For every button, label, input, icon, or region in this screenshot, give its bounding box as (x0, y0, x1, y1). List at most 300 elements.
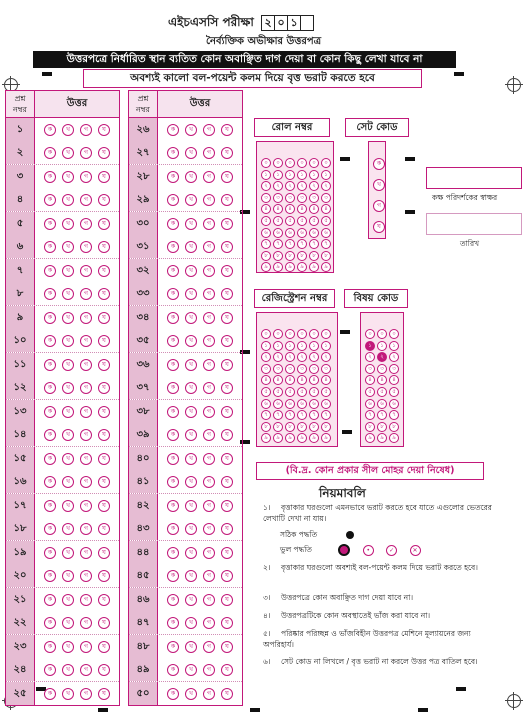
digit-bubble[interactable]: ৭ (261, 410, 271, 420)
answer-bubble[interactable]: ক (167, 218, 179, 230)
answer-bubble[interactable]: গ (203, 147, 215, 159)
answer-bubble[interactable]: গ (80, 523, 92, 535)
answer-bubble[interactable]: ক (167, 312, 179, 324)
answer-bubble[interactable]: ক (44, 147, 56, 159)
digit-bubble[interactable]: ৩ (285, 364, 295, 374)
answer-bubble[interactable]: ক (44, 664, 56, 676)
answer-bubble[interactable]: ঘ (221, 218, 233, 230)
digit-bubble[interactable]: ৪ (273, 204, 283, 214)
answer-bubble[interactable]: ঘ (221, 664, 233, 676)
answer-bubble[interactable]: ক (44, 312, 56, 324)
answer-bubble[interactable]: গ (203, 664, 215, 676)
answer-bubble[interactable]: গ (203, 617, 215, 629)
digit-bubble[interactable]: ৯ (285, 433, 295, 443)
digit-bubble[interactable]: ২ (285, 181, 295, 191)
digit-bubble[interactable]: ৯ (309, 262, 319, 272)
digit-bubble[interactable]: ৭ (273, 410, 283, 420)
answer-bubble[interactable]: খ (185, 265, 197, 277)
digit-bubble[interactable]: ৯ (273, 433, 283, 443)
answer-bubble[interactable]: খ (62, 147, 74, 159)
answer-bubble[interactable]: খ (185, 664, 197, 676)
digit-bubble[interactable]: ০ (285, 329, 295, 339)
answer-bubble[interactable]: ঘ (221, 288, 233, 300)
answer-bubble[interactable]: খ (62, 124, 74, 136)
digit-bubble[interactable]: ৯ (377, 433, 387, 443)
digit-bubble[interactable]: ৫ (297, 216, 307, 226)
answer-bubble[interactable]: ঘ (98, 453, 110, 465)
answer-bubble[interactable]: খ (62, 453, 74, 465)
digit-bubble[interactable]: ৫ (309, 387, 319, 397)
answer-bubble[interactable]: গ (80, 453, 92, 465)
answer-bubble[interactable]: ঘ (221, 335, 233, 347)
digit-bubble[interactable]: ৪ (321, 204, 331, 214)
digit-bubble[interactable]: ৭ (309, 239, 319, 249)
answer-bubble[interactable]: ঘ (98, 171, 110, 183)
answer-bubble[interactable]: ঘ (221, 406, 233, 418)
digit-bubble[interactable]: ৩ (377, 364, 387, 374)
answer-bubble[interactable]: ঘ (98, 124, 110, 136)
answer-bubble[interactable]: গ (203, 547, 215, 559)
answer-bubble[interactable]: ঘ (98, 147, 110, 159)
answer-bubble[interactable]: ক (167, 359, 179, 371)
digit-bubble[interactable]: ৬ (389, 399, 399, 409)
digit-bubble[interactable]: ৭ (309, 410, 319, 420)
answer-bubble[interactable]: খ (185, 453, 197, 465)
digit-bubble[interactable]: ৯ (321, 433, 331, 443)
digit-bubble[interactable]: ৬ (297, 228, 307, 238)
digit-bubble[interactable]: ০ (297, 329, 307, 339)
answer-bubble[interactable]: খ (62, 500, 74, 512)
digit-bubble[interactable]: ৪ (321, 375, 331, 385)
digit-bubble[interactable]: ৭ (389, 410, 399, 420)
digit-bubble[interactable]: ৩ (321, 364, 331, 374)
answer-bubble[interactable]: গ (80, 594, 92, 606)
digit-bubble[interactable]: ৫ (261, 387, 271, 397)
digit-bubble[interactable]: ৩ (309, 193, 319, 203)
answer-bubble[interactable]: গ (80, 688, 92, 700)
digit-bubble[interactable]: ৪ (309, 375, 319, 385)
answer-bubble[interactable]: ঘ (98, 570, 110, 582)
answer-bubble[interactable]: গ (80, 194, 92, 206)
answer-bubble[interactable]: খ (62, 476, 74, 488)
answer-bubble[interactable]: ক (167, 382, 179, 394)
digit-bubble[interactable]: ১ (273, 341, 283, 351)
answer-bubble[interactable]: ঘ (221, 171, 233, 183)
answer-bubble[interactable]: ক (44, 641, 56, 653)
answer-bubble[interactable]: গ (203, 476, 215, 488)
answer-bubble[interactable]: খ (62, 429, 74, 441)
digit-bubble[interactable]: ১ (309, 341, 319, 351)
answer-bubble[interactable]: খ (185, 359, 197, 371)
answer-bubble[interactable]: খ (185, 547, 197, 559)
digit-bubble[interactable]: ৭ (285, 239, 295, 249)
digit-bubble[interactable]: ০ (261, 329, 271, 339)
digit-bubble[interactable]: ০ (273, 158, 283, 168)
answer-bubble[interactable]: ঘ (98, 335, 110, 347)
digit-bubble[interactable]: ৫ (285, 216, 295, 226)
answer-bubble[interactable]: গ (80, 641, 92, 653)
digit-bubble[interactable]: ৭ (297, 239, 307, 249)
digit-bubble[interactable]: ৩ (273, 193, 283, 203)
digit-bubble[interactable]: ৯ (365, 433, 375, 443)
digit-bubble[interactable]: ৬ (273, 228, 283, 238)
digit-bubble[interactable]: ৪ (285, 375, 295, 385)
digit-bubble[interactable]: ০ (297, 158, 307, 168)
answer-bubble[interactable]: খ (185, 641, 197, 653)
answer-bubble[interactable]: গ (80, 265, 92, 277)
answer-bubble[interactable]: ক (44, 453, 56, 465)
digit-bubble[interactable]: ৬ (285, 228, 295, 238)
digit-bubble[interactable]: ৮ (309, 422, 319, 432)
answer-bubble[interactable]: গ (203, 288, 215, 300)
digit-bubble[interactable]: ০ (285, 158, 295, 168)
digit-bubble[interactable]: ৪ (285, 204, 295, 214)
digit-bubble[interactable]: ৮ (297, 251, 307, 261)
answer-bubble[interactable]: ক (167, 547, 179, 559)
digit-bubble[interactable]: ১ (321, 170, 331, 180)
digit-bubble[interactable]: ০ (261, 158, 271, 168)
digit-bubble[interactable]: ৬ (273, 399, 283, 409)
digit-bubble[interactable]: ৪ (261, 375, 271, 385)
answer-bubble[interactable]: ক (44, 594, 56, 606)
answer-bubble[interactable]: ক (44, 335, 56, 347)
answer-bubble[interactable]: ঘ (221, 688, 233, 700)
digit-bubble[interactable]: ২ (389, 352, 399, 362)
digit-bubble[interactable]: ২ (297, 181, 307, 191)
answer-bubble[interactable]: খ (62, 523, 74, 535)
answer-bubble[interactable]: গ (203, 312, 215, 324)
answer-bubble[interactable]: ক (167, 406, 179, 418)
answer-bubble[interactable]: খ (62, 664, 74, 676)
answer-bubble[interactable]: খ (185, 124, 197, 136)
answer-bubble[interactable]: ঘ (98, 429, 110, 441)
date-box[interactable] (426, 213, 522, 235)
answer-bubble[interactable]: ক (44, 171, 56, 183)
digit-bubble[interactable]: ৯ (285, 262, 295, 272)
digit-bubble[interactable]: ৯ (297, 433, 307, 443)
answer-bubble[interactable]: গ (80, 124, 92, 136)
answer-bubble[interactable]: খ (185, 406, 197, 418)
digit-bubble[interactable]: ২ (309, 352, 319, 362)
answer-bubble[interactable]: খ (185, 194, 197, 206)
answer-bubble[interactable]: গ (80, 664, 92, 676)
digit-bubble[interactable]: ৫ (321, 216, 331, 226)
digit-bubble[interactable]: ৭ (321, 239, 331, 249)
answer-bubble[interactable]: খ (62, 335, 74, 347)
answer-bubble[interactable]: খ (62, 382, 74, 394)
digit-bubble[interactable]: ১ (261, 341, 271, 351)
answer-bubble[interactable]: ঘ (98, 359, 110, 371)
digit-bubble[interactable]: ০ (321, 158, 331, 168)
answer-bubble[interactable]: ঘ (221, 147, 233, 159)
digit-bubble[interactable]: ৯ (273, 262, 283, 272)
answer-bubble[interactable]: ঘ (98, 241, 110, 253)
digit-bubble[interactable]: ২ (261, 181, 271, 191)
answer-bubble[interactable]: গ (80, 218, 92, 230)
digit-bubble[interactable]: ০ (309, 158, 319, 168)
digit-bubble[interactable]: ২ (261, 352, 271, 362)
digit-bubble[interactable]: ০ (321, 329, 331, 339)
answer-bubble[interactable]: খ (185, 312, 197, 324)
answer-bubble[interactable]: গ (80, 359, 92, 371)
digit-bubble[interactable]: ৭ (297, 410, 307, 420)
digit-bubble[interactable]: ৫ (297, 387, 307, 397)
digit-bubble[interactable]: ৫ (261, 216, 271, 226)
digit-bubble[interactable]: ৬ (261, 399, 271, 409)
answer-bubble[interactable]: খ (185, 335, 197, 347)
digit-bubble[interactable]: ১ (365, 341, 375, 351)
digit-bubble[interactable]: ১ (377, 341, 387, 351)
answer-bubble[interactable]: ক (44, 288, 56, 300)
digit-bubble[interactable]: ০ (377, 329, 387, 339)
digit-bubble[interactable]: ৮ (285, 251, 295, 261)
answer-bubble[interactable]: ক (44, 124, 56, 136)
answer-bubble[interactable]: ক (167, 194, 179, 206)
answer-bubble[interactable]: গ (203, 570, 215, 582)
answer-bubble[interactable]: ঘ (221, 500, 233, 512)
digit-bubble[interactable]: ৩ (309, 364, 319, 374)
answer-bubble[interactable]: ঘ (98, 218, 110, 230)
answer-bubble[interactable]: ক (44, 406, 56, 418)
digit-bubble[interactable]: ২ (321, 352, 331, 362)
answer-bubble[interactable]: গ (203, 641, 215, 653)
answer-bubble[interactable]: খ (185, 382, 197, 394)
answer-bubble[interactable]: খ (62, 218, 74, 230)
digit-bubble[interactable]: ৪ (365, 375, 375, 385)
answer-bubble[interactable]: খ (185, 288, 197, 300)
digit-bubble[interactable]: ৮ (389, 422, 399, 432)
answer-bubble[interactable]: ক (167, 570, 179, 582)
answer-bubble[interactable]: খ (62, 406, 74, 418)
digit-bubble[interactable]: ৬ (377, 399, 387, 409)
digit-bubble[interactable]: ৮ (297, 422, 307, 432)
digit-bubble[interactable]: ১ (321, 341, 331, 351)
answer-bubble[interactable]: ক (44, 476, 56, 488)
digit-bubble[interactable]: ৪ (261, 204, 271, 214)
answer-bubble[interactable]: ঘ (98, 406, 110, 418)
digit-bubble[interactable]: ৮ (377, 422, 387, 432)
answer-bubble[interactable]: ক (167, 523, 179, 535)
answer-bubble[interactable]: খ (185, 594, 197, 606)
digit-bubble[interactable]: ৪ (389, 375, 399, 385)
digit-bubble[interactable]: ৩ (321, 193, 331, 203)
digit-bubble[interactable]: ৮ (285, 422, 295, 432)
answer-bubble[interactable]: ক (44, 570, 56, 582)
digit-bubble[interactable]: ৩ (273, 364, 283, 374)
digit-bubble[interactable]: ৪ (297, 204, 307, 214)
digit-bubble[interactable]: ৮ (261, 422, 271, 432)
answer-bubble[interactable]: ক (44, 429, 56, 441)
digit-bubble[interactable]: ৯ (321, 262, 331, 272)
answer-bubble[interactable]: ঘ (98, 664, 110, 676)
answer-bubble[interactable]: গ (203, 335, 215, 347)
answer-bubble[interactable]: ঘ (221, 570, 233, 582)
answer-bubble[interactable]: গ (80, 382, 92, 394)
answer-bubble[interactable]: খ (185, 570, 197, 582)
answer-bubble[interactable]: গ (80, 312, 92, 324)
answer-bubble[interactable]: গ (203, 453, 215, 465)
answer-bubble[interactable]: ক (44, 218, 56, 230)
digit-bubble[interactable]: ২ (285, 352, 295, 362)
answer-bubble[interactable]: খ (62, 265, 74, 277)
digit-bubble[interactable]: ৫ (273, 387, 283, 397)
answer-bubble[interactable]: গ (203, 523, 215, 535)
answer-bubble[interactable]: ঘ (98, 641, 110, 653)
digit-bubble[interactable]: ৮ (321, 251, 331, 261)
answer-bubble[interactable]: গ (203, 218, 215, 230)
digit-bubble[interactable]: ২ (297, 352, 307, 362)
answer-bubble[interactable]: ক (44, 241, 56, 253)
answer-bubble[interactable]: ঘ (221, 312, 233, 324)
digit-bubble[interactable]: ৫ (273, 216, 283, 226)
answer-bubble[interactable]: ক (167, 265, 179, 277)
digit-bubble[interactable]: ১ (273, 170, 283, 180)
digit-bubble[interactable]: ১ (261, 170, 271, 180)
answer-bubble[interactable]: খ (62, 194, 74, 206)
digit-bubble[interactable]: ৯ (297, 262, 307, 272)
answer-bubble[interactable]: গ (203, 241, 215, 253)
answer-bubble[interactable]: ক (167, 288, 179, 300)
digit-bubble[interactable]: ৯ (261, 433, 271, 443)
digit-bubble[interactable]: ৩ (389, 364, 399, 374)
answer-bubble[interactable]: ক (44, 523, 56, 535)
digit-bubble[interactable]: ১ (285, 170, 295, 180)
set-code-bubble[interactable]: ঘ (373, 221, 385, 233)
digit-bubble[interactable]: ৬ (285, 399, 295, 409)
answer-bubble[interactable]: ঘ (98, 476, 110, 488)
digit-bubble[interactable]: ২ (273, 352, 283, 362)
digit-bubble[interactable]: ৯ (261, 262, 271, 272)
answer-bubble[interactable]: গ (80, 406, 92, 418)
digit-bubble[interactable]: ৯ (389, 433, 399, 443)
answer-bubble[interactable]: ক (167, 617, 179, 629)
digit-bubble[interactable]: ৮ (365, 422, 375, 432)
answer-bubble[interactable]: ক (167, 453, 179, 465)
answer-bubble[interactable]: গ (80, 570, 92, 582)
answer-bubble[interactable]: ঘ (221, 194, 233, 206)
digit-bubble[interactable]: ০ (273, 329, 283, 339)
answer-bubble[interactable]: ঘ (221, 523, 233, 535)
answer-bubble[interactable]: গ (80, 617, 92, 629)
answer-bubble[interactable]: ক (167, 476, 179, 488)
digit-bubble[interactable]: ১ (389, 341, 399, 351)
answer-bubble[interactable]: ঘ (221, 124, 233, 136)
answer-bubble[interactable]: গ (203, 594, 215, 606)
answer-bubble[interactable]: ক (44, 547, 56, 559)
answer-bubble[interactable]: ক (167, 641, 179, 653)
answer-bubble[interactable]: ঘ (98, 288, 110, 300)
digit-bubble[interactable]: ৭ (285, 410, 295, 420)
answer-bubble[interactable]: ঘ (98, 194, 110, 206)
answer-bubble[interactable]: গ (203, 406, 215, 418)
answer-bubble[interactable]: গ (80, 171, 92, 183)
digit-bubble[interactable]: ৩ (365, 364, 375, 374)
digit-bubble[interactable]: ২ (273, 181, 283, 191)
digit-bubble[interactable]: ৮ (309, 251, 319, 261)
digit-bubble[interactable]: ৫ (321, 387, 331, 397)
answer-bubble[interactable]: খ (185, 476, 197, 488)
answer-bubble[interactable]: গ (80, 241, 92, 253)
digit-bubble[interactable]: ১ (309, 170, 319, 180)
digit-bubble[interactable]: ১ (285, 341, 295, 351)
digit-bubble[interactable]: ৭ (261, 239, 271, 249)
answer-bubble[interactable]: ক (44, 194, 56, 206)
invigilator-signature-box[interactable] (426, 167, 522, 189)
answer-bubble[interactable]: খ (185, 500, 197, 512)
digit-bubble[interactable]: ৭ (321, 410, 331, 420)
answer-bubble[interactable]: গ (80, 147, 92, 159)
answer-bubble[interactable]: খ (62, 312, 74, 324)
set-code-bubble[interactable]: খ (373, 179, 385, 191)
answer-bubble[interactable]: ঘ (221, 241, 233, 253)
answer-bubble[interactable]: খ (62, 570, 74, 582)
answer-bubble[interactable]: গ (203, 171, 215, 183)
digit-bubble[interactable]: ৪ (309, 204, 319, 214)
digit-bubble[interactable]: ৫ (285, 387, 295, 397)
digit-bubble[interactable]: ১ (297, 170, 307, 180)
digit-bubble[interactable]: ০ (389, 329, 399, 339)
answer-bubble[interactable]: গ (80, 335, 92, 347)
answer-bubble[interactable]: গ (203, 500, 215, 512)
digit-bubble[interactable]: ৩ (261, 193, 271, 203)
answer-bubble[interactable]: খ (62, 594, 74, 606)
answer-bubble[interactable]: ঘ (98, 688, 110, 700)
answer-bubble[interactable]: ক (167, 688, 179, 700)
digit-bubble[interactable]: ৪ (297, 375, 307, 385)
digit-bubble[interactable]: ০ (309, 329, 319, 339)
answer-bubble[interactable]: ক (167, 241, 179, 253)
digit-bubble[interactable]: ৩ (297, 193, 307, 203)
answer-bubble[interactable]: খ (185, 688, 197, 700)
digit-bubble[interactable]: ৬ (321, 228, 331, 238)
digit-bubble[interactable]: ৩ (261, 364, 271, 374)
digit-bubble[interactable]: ২ (321, 181, 331, 191)
answer-bubble[interactable]: গ (80, 500, 92, 512)
answer-bubble[interactable]: ঘ (221, 453, 233, 465)
digit-bubble[interactable]: ৫ (365, 387, 375, 397)
answer-bubble[interactable]: ক (44, 382, 56, 394)
answer-bubble[interactable]: ক (167, 594, 179, 606)
digit-bubble[interactable]: ৬ (309, 399, 319, 409)
answer-bubble[interactable]: গ (203, 359, 215, 371)
answer-bubble[interactable]: খ (62, 359, 74, 371)
answer-bubble[interactable]: গ (203, 429, 215, 441)
answer-bubble[interactable]: গ (203, 194, 215, 206)
answer-bubble[interactable]: গ (203, 688, 215, 700)
answer-bubble[interactable]: গ (80, 429, 92, 441)
digit-bubble[interactable]: ৬ (297, 399, 307, 409)
digit-bubble[interactable]: ৩ (285, 193, 295, 203)
answer-bubble[interactable]: ক (167, 429, 179, 441)
digit-bubble[interactable]: ৬ (321, 399, 331, 409)
answer-bubble[interactable]: ঘ (221, 547, 233, 559)
answer-bubble[interactable]: ঘ (98, 617, 110, 629)
answer-bubble[interactable]: ক (44, 500, 56, 512)
answer-bubble[interactable]: ঘ (221, 382, 233, 394)
answer-bubble[interactable]: গ (80, 547, 92, 559)
digit-bubble[interactable]: ৭ (365, 410, 375, 420)
answer-bubble[interactable]: খ (185, 429, 197, 441)
digit-bubble[interactable]: ৩ (297, 364, 307, 374)
answer-bubble[interactable]: ঘ (98, 594, 110, 606)
answer-bubble[interactable]: ঘ (221, 617, 233, 629)
answer-bubble[interactable]: ক (167, 147, 179, 159)
answer-bubble[interactable]: ক (44, 617, 56, 629)
digit-bubble[interactable]: ৫ (389, 387, 399, 397)
answer-bubble[interactable]: ঘ (221, 429, 233, 441)
answer-bubble[interactable]: ক (167, 335, 179, 347)
answer-bubble[interactable]: ঘ (221, 359, 233, 371)
